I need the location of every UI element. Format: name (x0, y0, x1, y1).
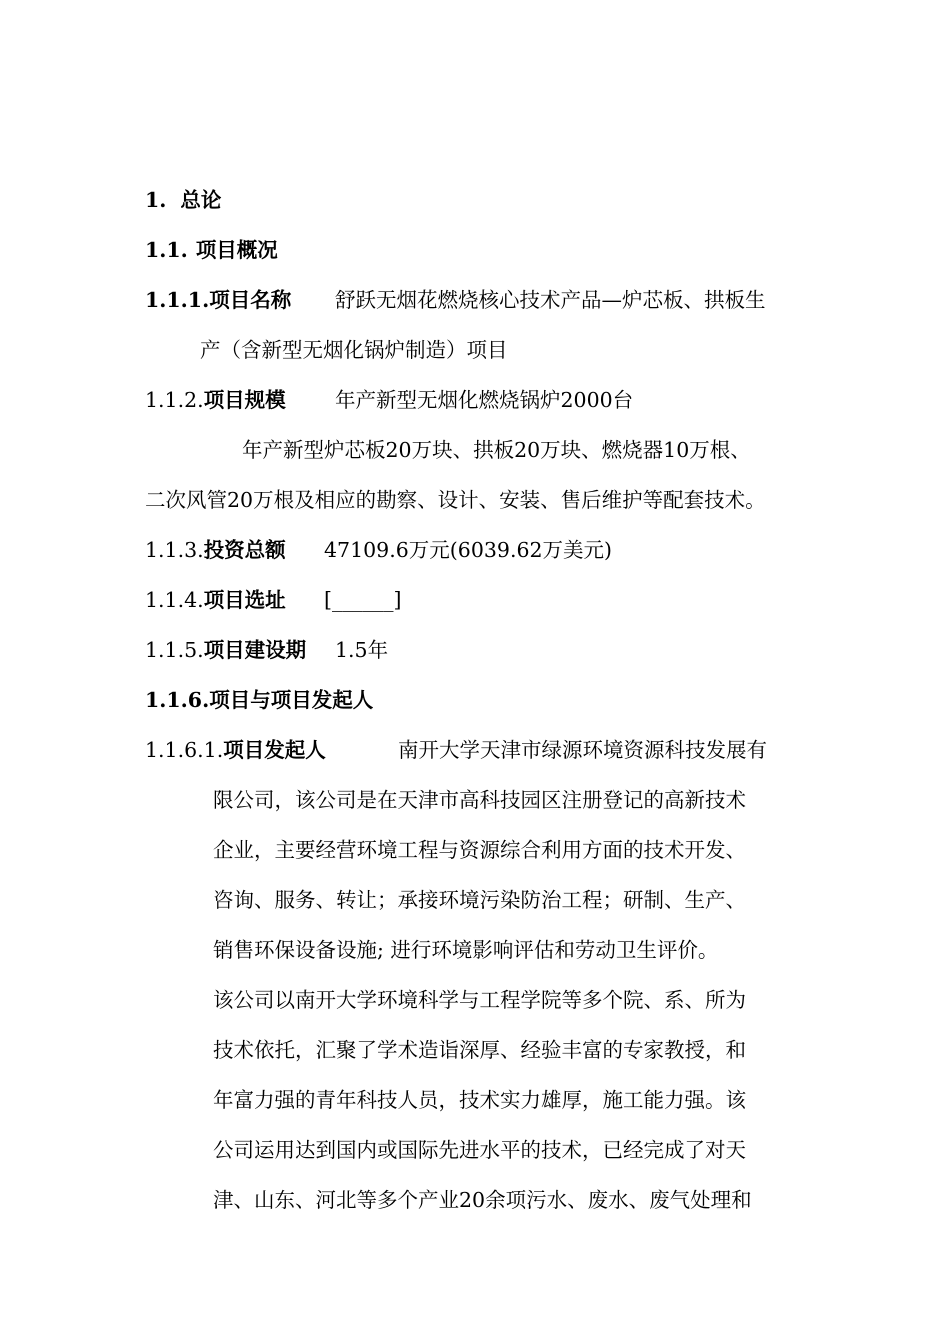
item-number: 1.1.3. (145, 538, 204, 562)
sponsor-line: 企业，主要经营环境工程与资源综合利用方面的技术开发、 (213, 838, 746, 862)
sponsor-para2-line: 年富力强的青年科技人员，技术实力雄厚，施工能力强。该 (213, 1088, 746, 1112)
sponsor-para2-line: 该公司以南开大学环境科学与工程学院等多个院、系、所为 (213, 988, 746, 1012)
item-label: 项目名称 (209, 288, 292, 312)
item-project-name-cont: 产（含新型无烟化锅炉制造）项目 (200, 338, 508, 362)
item-number: 1.1.2. (145, 388, 204, 412)
item-number: 1.1.6.1. (145, 738, 224, 762)
scale-paragraph-line-2: 二次风管20万根及相应的勘察、设计、安装、售后维护等配套技术。 (145, 488, 766, 512)
item-value: 47109.6万元(6039.62万美元) (324, 538, 613, 562)
item-project-name (145, 286, 825, 314)
item-label: 项目发起人 (223, 738, 326, 762)
section-1-1-heading (145, 236, 278, 264)
section-number: 1. (145, 188, 167, 212)
sponsor-para2-line: 公司运用达到国内或国际先进水平的技术，已经完成了对天 (213, 1138, 746, 1162)
item-value: 舒跃无烟花燃烧核心技术产品—炉芯板、拱板生 (335, 288, 766, 312)
item-project-scale (145, 386, 825, 414)
item-sponsor (145, 736, 825, 764)
sponsor-para2-line: 技术依托，汇聚了学术造诣深厚、经验丰富的专家教授，和 (213, 1038, 746, 1062)
sponsor-line: 限公司，该公司是在天津市高科技园区注册登记的高新技术 (213, 788, 746, 812)
section-title: 项目概况 (195, 238, 278, 262)
item-label: 投资总额 (203, 538, 286, 562)
section-1-1-6-heading (145, 686, 373, 714)
sponsor-line: 咨询、服务、转让；承接环境污染防治工程；研制、生产、 (213, 888, 746, 912)
scale-paragraph-line-1: 年产新型炉芯板20万块、拱板20万块、燃烧器10万根、 (242, 438, 751, 462)
item-label: 项目建设期 (203, 638, 307, 662)
item-number: 1.1.5. (145, 638, 204, 662)
section-number: 1.1.6. (145, 688, 210, 712)
item-number: 1.1.1. (145, 288, 210, 312)
item-label: 项目选址 (203, 588, 286, 612)
item-value: 南开大学天津市绿源环境资源科技发展有 (398, 738, 767, 762)
item-construction-period (145, 636, 825, 664)
sponsor-line: 销售环保设备设施; 进行环境影响评估和劳动卫生评价。 (213, 938, 719, 962)
item-value: 1.5年 (335, 638, 389, 662)
section-title: 总论 (180, 188, 222, 212)
item-value: [______] (324, 588, 402, 612)
section-number: 1.1. (145, 238, 188, 262)
item-value: 年产新型无烟化燃烧锅炉2000台 (335, 388, 634, 412)
section-1-heading (145, 186, 221, 214)
item-number: 1.1.4. (145, 588, 204, 612)
item-investment (145, 536, 825, 564)
sponsor-para2-line: 津、山东、河北等多个产业20余项污水、废水、废气处理和 (213, 1188, 752, 1212)
item-label: 项目规模 (203, 388, 286, 412)
item-location (145, 586, 825, 614)
section-title: 项目与项目发起人 (209, 688, 374, 712)
